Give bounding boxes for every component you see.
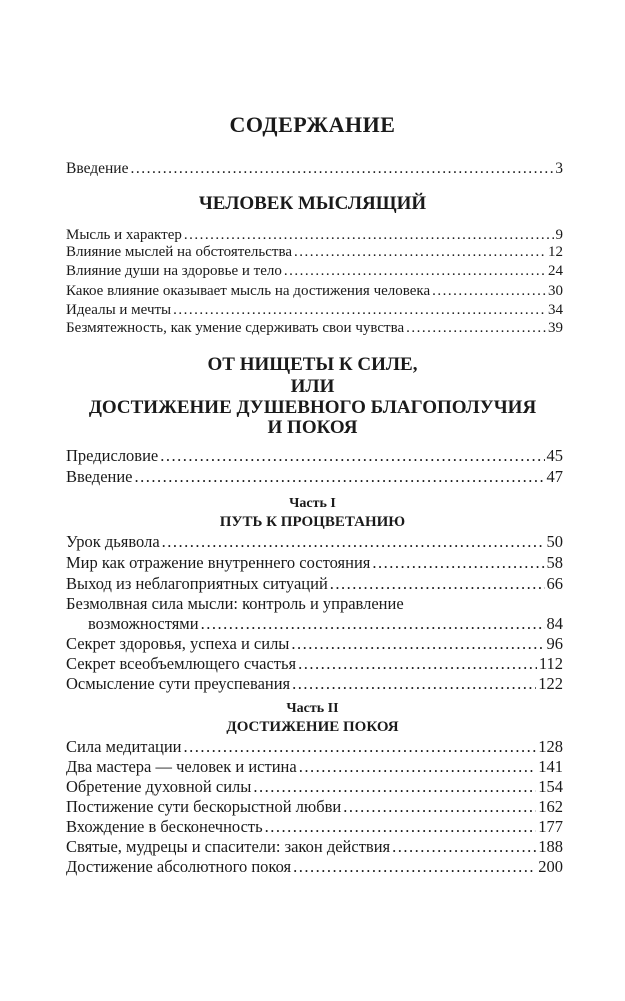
dot-leader — [253, 777, 536, 797]
toc-entry — [66, 263, 563, 280]
toc-entry — [66, 574, 563, 594]
toc-entry — [66, 634, 563, 654]
part-heading: ПУТЬ К ПРОЦВЕТАНИЮ — [219, 514, 406, 530]
toc-entry-label: Обретение духовной силы — [66, 777, 252, 796]
dot-leader — [298, 654, 537, 674]
toc-entry-label: Какое влияние оказывает мысль на достижения человека — [66, 283, 431, 299]
toc-entry-page: 39 — [548, 320, 563, 336]
toc-entry-label: Сила медитации — [66, 737, 182, 756]
toc-entry-intro — [66, 160, 563, 178]
dot-leader — [432, 283, 546, 300]
toc-entry-label: Урок дьявола — [66, 532, 160, 551]
toc-entry-page: 50 — [546, 532, 563, 551]
part-label: Часть II — [286, 701, 339, 716]
toc-entry-label: Святые, мудрецы и спасители: закон действия — [66, 837, 391, 856]
page-title: СОДЕРЖАНИЕ — [229, 112, 396, 137]
toc-entry-label: Идеалы и мечты — [66, 302, 172, 318]
toc-entry — [66, 857, 563, 877]
toc-entry-label: Введение — [66, 467, 133, 486]
toc-entry-label: Достижение абсолютного покоя — [66, 857, 292, 876]
toc-entry-label: Влияние души на здоровье и тело — [66, 263, 282, 279]
dot-leader — [284, 263, 546, 280]
dot-leader — [162, 532, 545, 552]
toc-entry-label: Безмолвная сила мысли: контроль и управление — [66, 594, 404, 613]
toc-entry — [66, 553, 563, 573]
dot-leader — [201, 614, 545, 634]
toc-entry-label: Влияние мыслей на обстоятельства — [66, 244, 293, 260]
dot-leader — [184, 227, 554, 244]
dot-leader — [292, 674, 536, 694]
toc-entry-page: 3 — [555, 160, 563, 177]
toc-entry-page: 58 — [546, 553, 563, 572]
toc-entry — [66, 797, 563, 817]
section-heading-line: ОТ НИЩЕТЫ К СИЛЕ, — [207, 354, 418, 375]
toc-entry-label: Два мастера — человек и истина — [66, 757, 297, 776]
toc-entry — [66, 654, 563, 674]
dot-leader — [160, 446, 544, 466]
toc-entry-label-continued: возможностями — [88, 614, 199, 633]
toc-entry — [66, 614, 563, 634]
dot-leader — [291, 634, 544, 654]
toc-entry-page: 34 — [548, 302, 563, 318]
dot-leader — [406, 320, 546, 337]
toc-entry — [66, 757, 563, 777]
toc-entry-page: 200 — [538, 857, 563, 876]
toc-entry-page: 188 — [538, 837, 563, 856]
toc-entry-page: 112 — [538, 654, 563, 673]
toc-entry-label: Осмысление сути преуспевания — [66, 674, 291, 693]
toc-entry — [66, 532, 563, 552]
toc-entry-label: Постижение сути бескорыстной любви — [66, 797, 342, 816]
dot-leader — [130, 160, 553, 178]
toc-entry — [66, 302, 563, 319]
toc-entry-label: Секрет здоровья, успеха и силы — [66, 634, 290, 653]
dot-leader — [330, 574, 545, 594]
section-heading-line: ИЛИ — [290, 376, 335, 397]
dot-leader — [265, 817, 537, 837]
toc-entry-page: 9 — [555, 227, 563, 243]
toc-entry-label: Безмятежность, как умение сдерживать свои чувства — [66, 320, 405, 336]
toc-entry-page: 154 — [538, 777, 563, 796]
toc-entry-label: Введение — [66, 160, 129, 177]
part-heading: ДОСТИЖЕНИЕ ПОКОЯ — [226, 719, 399, 735]
toc-entry — [66, 283, 563, 300]
toc-entry-label: Вхождение в бесконечность — [66, 817, 263, 836]
toc-entry-page: 45 — [546, 446, 563, 465]
toc-entry — [66, 320, 563, 337]
dot-leader — [392, 837, 536, 857]
toc-entry-label: Выход из неблагоприятных ситуаций — [66, 574, 328, 593]
dot-leader — [135, 467, 545, 487]
section-heading-line: ДОСТИЖЕНИЕ ДУШЕВНОГО БЛАГОПОЛУЧИЯ — [88, 397, 537, 418]
dot-leader — [299, 757, 537, 777]
toc-entry-page: 66 — [546, 574, 563, 593]
toc-entry — [66, 674, 563, 694]
toc-entry — [66, 244, 563, 261]
toc-entry-label: Секрет всеобъемлющего счастья — [66, 654, 297, 673]
section-heading: ЧЕЛОВЕК МЫСЛЯЩИЙ — [198, 193, 427, 214]
toc-entry-page: 128 — [538, 737, 563, 756]
toc-entry — [66, 737, 563, 757]
toc-entry-page: 141 — [538, 757, 563, 776]
toc-entry-label: Мысль и характер — [66, 227, 182, 243]
toc-entry-page: 177 — [538, 817, 563, 836]
toc-entry — [66, 227, 563, 244]
toc-entry — [66, 446, 563, 466]
toc-entry-page: 162 — [538, 797, 563, 816]
toc-entry-page: 30 — [548, 283, 563, 299]
dot-leader — [343, 797, 536, 817]
dot-leader — [293, 857, 536, 877]
toc-entry-label: Мир как отражение внутреннего состояния — [66, 553, 371, 572]
toc-entry — [66, 817, 563, 837]
section-heading-line: И ПОКОЯ — [267, 417, 358, 438]
toc-entry-page: 122 — [538, 674, 563, 693]
toc-entry-page: 84 — [546, 614, 563, 633]
toc-entry — [66, 837, 563, 857]
toc-entry-page: 96 — [546, 634, 563, 653]
toc-entry-page: 12 — [548, 244, 563, 260]
toc-entry — [66, 777, 563, 797]
dot-leader — [173, 302, 546, 319]
toc-entry-page: 24 — [548, 263, 563, 279]
part-label: Часть I — [289, 496, 336, 511]
toc-entry-page: 47 — [546, 467, 563, 486]
dot-leader — [294, 244, 546, 261]
dot-leader — [372, 553, 544, 573]
toc-entry — [66, 467, 563, 487]
dot-leader — [184, 737, 537, 757]
toc-entry-label: Предисловие — [66, 446, 159, 465]
